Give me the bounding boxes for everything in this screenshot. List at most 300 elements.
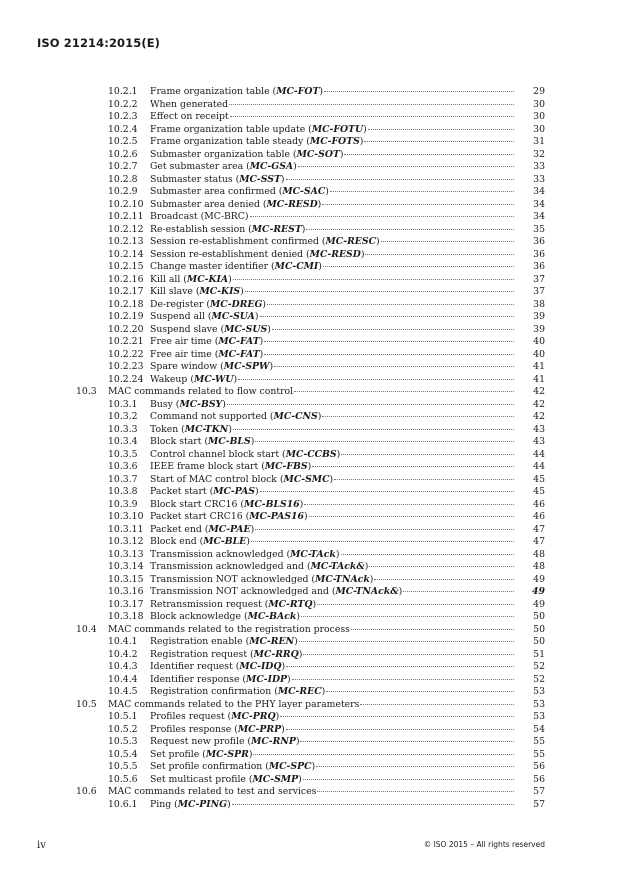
toc-entry-suffix: ) bbox=[298, 773, 302, 785]
toc-entry-title bbox=[150, 199, 321, 212]
toc-entry-number: 10.3.2 bbox=[108, 411, 138, 422]
toc-entry[interactable] bbox=[0, 711, 620, 724]
toc-entry[interactable] bbox=[0, 111, 620, 124]
toc-entry-code: MC-TAck& bbox=[310, 561, 365, 572]
toc-entry-page: 32 bbox=[533, 148, 545, 160]
toc-entry-number: 10.4.1 bbox=[108, 636, 138, 647]
dot-leader bbox=[316, 766, 514, 767]
toc-entry-title bbox=[150, 186, 329, 199]
toc-entry[interactable] bbox=[0, 424, 620, 437]
toc-entry-suffix: ) bbox=[317, 411, 322, 422]
toc-entry[interactable] bbox=[0, 649, 620, 662]
dot-leader bbox=[369, 566, 514, 567]
toc-entry-suffix: ) bbox=[311, 761, 316, 772]
toc-entry-code: MC-BLS bbox=[208, 436, 251, 447]
toc-entry[interactable] bbox=[0, 299, 620, 312]
toc-entry-page: 34 bbox=[533, 211, 545, 222]
toc-entry-number: 10.5.1 bbox=[108, 711, 138, 722]
toc-entry-code: MC-FBS bbox=[264, 461, 308, 472]
toc-entry[interactable] bbox=[0, 736, 620, 749]
toc-entry[interactable] bbox=[0, 199, 620, 212]
dot-leader bbox=[344, 154, 514, 155]
dot-leader bbox=[255, 529, 514, 530]
toc-entry[interactable] bbox=[0, 336, 620, 349]
toc-entry-text: When generated bbox=[150, 98, 229, 110]
toc-entry-text: Identifier request ( bbox=[150, 661, 240, 672]
toc-entry-text: Submaster status ( bbox=[150, 173, 240, 185]
toc-entry[interactable] bbox=[0, 86, 620, 99]
toc-entry-text: Set profile confirmation ( bbox=[150, 761, 269, 772]
toc-entry-text: Submaster area denied ( bbox=[150, 198, 267, 210]
toc-entry-suffix: ) bbox=[228, 273, 232, 285]
document-id: ISO 21214:2015(E) bbox=[37, 36, 161, 50]
dot-leader bbox=[245, 291, 514, 292]
toc-entry-number: 10.3.18 bbox=[108, 611, 144, 622]
dot-leader bbox=[301, 616, 514, 617]
dot-leader bbox=[360, 704, 514, 705]
toc-entry[interactable] bbox=[0, 186, 620, 199]
toc-entry[interactable] bbox=[0, 349, 620, 362]
dot-leader bbox=[334, 479, 514, 480]
toc-entry-number: 10.2.13 bbox=[108, 236, 144, 247]
toc-entry-text: MAC commands related to the PHY layer parameters bbox=[108, 698, 360, 710]
dot-leader bbox=[294, 391, 514, 392]
toc-entry-number: 10.2.9 bbox=[108, 186, 138, 197]
toc-entry-page: 57 bbox=[533, 798, 545, 810]
toc-entry-suffix: ) bbox=[299, 498, 304, 510]
toc-entry-text: Busy ( bbox=[150, 398, 180, 410]
toc-entry-suffix: ) bbox=[267, 323, 271, 335]
toc-entry-title bbox=[150, 374, 237, 387]
toc-entry-number: 10.3.7 bbox=[108, 473, 138, 485]
page-number: iv bbox=[37, 840, 46, 851]
toc-entry-text: Command not supported ( bbox=[150, 411, 274, 422]
toc-entry-text: Transmission acknowledged ( bbox=[150, 548, 291, 560]
toc-entry-code: MC-REST bbox=[251, 223, 302, 235]
toc-entry-suffix: ) bbox=[254, 311, 259, 322]
toc-entry[interactable] bbox=[0, 174, 620, 187]
toc-entry-title bbox=[150, 674, 291, 687]
toc-entry-number: 10.2.18 bbox=[108, 298, 144, 310]
toc-entry-title bbox=[150, 349, 263, 362]
table-of-contents bbox=[0, 86, 620, 811]
toc-entry[interactable] bbox=[0, 99, 620, 112]
toc-entry-text: Block start CRC16 ( bbox=[150, 498, 245, 510]
toc-entry-suffix: ) bbox=[339, 148, 344, 160]
toc-entry[interactable] bbox=[0, 586, 620, 599]
dot-leader bbox=[381, 241, 514, 242]
toc-entry-text: Identifier response ( bbox=[150, 673, 247, 685]
toc-entry-title bbox=[150, 561, 368, 574]
toc-entry-page: 37 bbox=[533, 273, 545, 285]
toc-entry-number: 10.2.19 bbox=[108, 311, 144, 322]
toc-entry-page: 45 bbox=[533, 486, 545, 497]
toc-entry[interactable] bbox=[0, 399, 620, 412]
toc-entry-code: MC-KIS bbox=[199, 286, 241, 297]
toc-entry-text: Block end ( bbox=[150, 536, 204, 547]
toc-entry[interactable] bbox=[0, 436, 620, 449]
toc-entry-text: De-register ( bbox=[150, 298, 211, 310]
toc-entry-text: Registration confirmation ( bbox=[150, 686, 278, 697]
toc-entry[interactable] bbox=[0, 636, 620, 649]
toc-entry-number: 10.5.5 bbox=[108, 761, 138, 772]
toc-entry[interactable] bbox=[0, 699, 620, 712]
toc-entry[interactable] bbox=[0, 361, 620, 374]
toc-entry-code: MC-RRQ bbox=[253, 648, 299, 660]
toc-entry-title bbox=[150, 449, 340, 462]
toc-entry-text: Registration enable ( bbox=[150, 636, 250, 647]
toc-entry-suffix: ) bbox=[296, 611, 300, 622]
toc-entry-page: 45 bbox=[533, 473, 545, 485]
toc-entry-code: MC-RTQ bbox=[268, 598, 313, 610]
toc-entry-page: 52 bbox=[533, 661, 545, 672]
toc-entry[interactable] bbox=[0, 261, 620, 274]
toc-entry[interactable] bbox=[0, 599, 620, 612]
dot-leader bbox=[238, 379, 514, 380]
toc-entry[interactable] bbox=[0, 274, 620, 287]
dot-leader bbox=[309, 516, 514, 517]
dot-leader bbox=[341, 454, 514, 455]
toc-entry-page: 30 bbox=[533, 98, 545, 110]
dot-leader bbox=[317, 604, 514, 605]
toc-entry[interactable] bbox=[0, 486, 620, 499]
toc-entry-text: Submaster area confirmed ( bbox=[150, 186, 283, 197]
dot-leader bbox=[306, 229, 514, 230]
toc-entry[interactable] bbox=[0, 311, 620, 324]
toc-entry-title bbox=[150, 586, 402, 599]
dot-leader bbox=[280, 716, 514, 717]
toc-entry-title bbox=[150, 161, 297, 174]
dot-leader bbox=[322, 416, 514, 417]
toc-entry-suffix: ) bbox=[250, 436, 255, 447]
toc-entry[interactable] bbox=[0, 499, 620, 512]
toc-entry-number: 10.3 bbox=[76, 386, 97, 397]
toc-entry-code: MC-IDQ bbox=[239, 661, 282, 672]
toc-entry-code: MC-FOT bbox=[276, 86, 320, 97]
toc-entry-page: 33 bbox=[533, 161, 545, 172]
toc-entry-title bbox=[150, 736, 299, 749]
toc-entry-title bbox=[150, 524, 254, 537]
toc-entry[interactable] bbox=[0, 386, 620, 399]
dot-leader bbox=[368, 129, 514, 130]
toc-entry-suffix: ) bbox=[287, 673, 291, 685]
toc-entry-code: MC-PRP bbox=[237, 723, 282, 735]
toc-entry[interactable] bbox=[0, 561, 620, 574]
toc-entry[interactable] bbox=[0, 761, 620, 774]
toc-entry-number: 10.5.2 bbox=[108, 723, 138, 735]
toc-entry-title bbox=[150, 661, 285, 674]
toc-entry-text: Effect on receipt bbox=[150, 111, 229, 122]
toc-entry-title bbox=[150, 574, 373, 587]
toc-entry-title bbox=[150, 261, 322, 274]
toc-entry-code: MC-CNS bbox=[273, 411, 318, 422]
toc-entry-page: 30 bbox=[533, 123, 545, 135]
dot-leader bbox=[304, 504, 514, 505]
toc-entry[interactable] bbox=[0, 161, 620, 174]
toc-entry-text: Session re-establishment denied ( bbox=[150, 248, 310, 260]
toc-entry-page: 41 bbox=[533, 373, 545, 385]
toc-entry-title bbox=[150, 111, 229, 124]
toc-entry[interactable] bbox=[0, 211, 620, 224]
toc-entry-text: Packet end ( bbox=[150, 523, 209, 535]
toc-entry[interactable] bbox=[0, 474, 620, 487]
toc-entry-code: MC-SUA bbox=[211, 311, 255, 322]
toc-entry-page: 54 bbox=[533, 723, 545, 735]
toc-entry-number: 10.2.22 bbox=[108, 348, 144, 360]
toc-entry-title bbox=[150, 336, 263, 349]
toc-entry-title bbox=[150, 599, 316, 612]
toc-entry[interactable] bbox=[0, 411, 620, 424]
toc-entry[interactable] bbox=[0, 661, 620, 674]
toc-entry-title bbox=[108, 624, 350, 637]
toc-entry[interactable] bbox=[0, 374, 620, 387]
toc-entry-title bbox=[150, 399, 226, 412]
toc-entry-number: 10.4.4 bbox=[108, 673, 138, 685]
dot-leader bbox=[251, 541, 514, 542]
dot-leader bbox=[227, 404, 514, 405]
dot-leader bbox=[300, 741, 514, 742]
toc-entry-page: 55 bbox=[533, 736, 545, 747]
toc-entry-page: 56 bbox=[533, 761, 545, 772]
toc-entry[interactable] bbox=[0, 536, 620, 549]
toc-entry-page: 53 bbox=[533, 686, 545, 697]
dot-leader bbox=[286, 179, 514, 180]
toc-entry-text: Set profile ( bbox=[150, 748, 206, 760]
toc-entry-number: 10.3.8 bbox=[108, 486, 138, 497]
toc-entry-code: MC-IDP bbox=[246, 673, 287, 685]
toc-entry-code: MC-PAS16 bbox=[249, 511, 304, 522]
toc-entry-suffix: ) bbox=[293, 161, 297, 172]
toc-entry[interactable] bbox=[0, 724, 620, 737]
toc-entry[interactable] bbox=[0, 774, 620, 787]
toc-entry-number: 10.4.3 bbox=[108, 661, 138, 672]
toc-entry-page: 43 bbox=[533, 436, 545, 447]
toc-entry-number: 10.2.17 bbox=[108, 286, 144, 297]
dot-leader bbox=[351, 629, 514, 630]
dot-leader bbox=[317, 791, 514, 792]
toc-entry-text: Set multicast profile ( bbox=[150, 773, 253, 785]
toc-entry[interactable] bbox=[0, 449, 620, 462]
toc-entry[interactable] bbox=[0, 324, 620, 337]
toc-entry-title bbox=[150, 761, 315, 774]
toc-entry[interactable] bbox=[0, 286, 620, 299]
toc-entry-suffix: ) bbox=[318, 261, 322, 272]
toc-entry-number: 10.3.9 bbox=[108, 498, 138, 510]
toc-entry-code: MC-PING bbox=[177, 798, 228, 810]
toc-entry-title bbox=[150, 361, 273, 374]
toc-entry[interactable] bbox=[0, 524, 620, 537]
dot-leader bbox=[341, 554, 514, 555]
toc-entry[interactable] bbox=[0, 624, 620, 637]
toc-entry-suffix: ) bbox=[269, 361, 274, 372]
dot-leader bbox=[323, 266, 514, 267]
toc-entry-page: 31 bbox=[533, 136, 545, 147]
toc-entry-code: MC-REC bbox=[277, 686, 322, 697]
toc-entry-title bbox=[150, 174, 285, 187]
toc-entry-number: 10.2.7 bbox=[108, 161, 138, 172]
toc-entry-number: 10.2.11 bbox=[108, 211, 144, 222]
toc-entry-text: Transmission NOT acknowledged ( bbox=[150, 573, 316, 585]
toc-entry-suffix: ) bbox=[262, 298, 267, 310]
toc-entry-title bbox=[150, 311, 259, 324]
toc-entry[interactable] bbox=[0, 249, 620, 262]
toc-entry[interactable] bbox=[0, 611, 620, 624]
toc-entry-page: 49 bbox=[532, 586, 545, 597]
dot-leader bbox=[267, 304, 514, 305]
toc-entry-number: 10.3.3 bbox=[108, 423, 138, 435]
toc-entry-number: 10.5 bbox=[76, 698, 97, 710]
toc-entry-number: 10.3.11 bbox=[108, 523, 144, 535]
dot-leader bbox=[403, 591, 514, 592]
toc-entry[interactable] bbox=[0, 749, 620, 762]
toc-entry-text: Token ( bbox=[150, 423, 185, 435]
toc-entry[interactable] bbox=[0, 461, 620, 474]
toc-entry-text: Request new profile ( bbox=[150, 736, 252, 747]
toc-entry-code: MC-REN bbox=[249, 636, 295, 647]
toc-entry-page: 39 bbox=[533, 311, 545, 322]
toc-entry-page: 39 bbox=[533, 323, 545, 335]
toc-entry-number: 10.3.10 bbox=[108, 511, 144, 522]
toc-entry-code: MC-SUS bbox=[224, 323, 268, 335]
toc-entry-suffix: ) bbox=[360, 248, 365, 260]
toc-entry-title bbox=[150, 799, 231, 812]
dot-leader bbox=[298, 166, 514, 167]
toc-entry-page: 57 bbox=[533, 786, 545, 797]
toc-entry-page: 34 bbox=[533, 198, 545, 210]
toc-entry-text: MAC commands related to the registration process bbox=[108, 623, 350, 635]
toc-entry-suffix: ) bbox=[228, 423, 232, 435]
toc-entry[interactable] bbox=[0, 149, 620, 162]
toc-entry-page: 35 bbox=[533, 223, 545, 235]
toc-entry-code: MC-SMC bbox=[283, 473, 330, 485]
toc-entry-title bbox=[150, 211, 249, 224]
toc-entry-page: 50 bbox=[533, 623, 545, 635]
toc-entry-number: 10.3.14 bbox=[108, 561, 144, 572]
toc-entry-suffix: ) bbox=[259, 336, 264, 347]
toc-entry-number: 10.2.12 bbox=[108, 223, 144, 235]
toc-entry-code: MC-SST bbox=[239, 173, 281, 185]
dot-leader bbox=[303, 654, 514, 655]
toc-entry-title bbox=[150, 124, 367, 137]
toc-entry-text: Block start ( bbox=[150, 436, 209, 447]
toc-entry-number: 10.3.5 bbox=[108, 448, 138, 460]
toc-entry-text: Packet start ( bbox=[150, 486, 214, 497]
toc-entry-number: 10.3.4 bbox=[108, 436, 138, 447]
dot-leader bbox=[230, 116, 514, 117]
toc-entry-title bbox=[150, 724, 285, 737]
toc-entry-number: 10.3.12 bbox=[108, 536, 144, 547]
toc-entry-page: 46 bbox=[533, 498, 545, 510]
toc-entry-page: 44 bbox=[533, 461, 545, 472]
toc-entry-text: Free air time ( bbox=[150, 336, 219, 347]
toc-entry-suffix: ) bbox=[227, 798, 231, 810]
toc-entry-suffix: ) bbox=[259, 348, 264, 360]
toc-entry-suffix: ) bbox=[325, 186, 329, 197]
toc-entry-number: 10.6 bbox=[76, 786, 97, 797]
toc-entry-number: 10.2.6 bbox=[108, 148, 138, 160]
toc-entry-page: 29 bbox=[533, 86, 545, 97]
toc-entry-suffix: ) bbox=[275, 711, 280, 722]
dot-leader bbox=[322, 204, 514, 205]
toc-entry[interactable] bbox=[0, 674, 620, 687]
dot-leader bbox=[286, 666, 514, 667]
toc-entry-suffix: ) bbox=[280, 173, 285, 185]
toc-entry-suffix: ) bbox=[303, 511, 308, 522]
toc-entry-suffix: ) bbox=[240, 286, 244, 297]
toc-entry-title bbox=[150, 649, 302, 662]
toc-entry-number: 10.3.17 bbox=[108, 598, 144, 610]
toc-entry-suffix: ) bbox=[298, 648, 303, 660]
toc-entry-title bbox=[150, 436, 254, 449]
toc-entry-code: MC-BSY bbox=[179, 398, 223, 410]
toc-entry-code: MC-FOTU bbox=[311, 123, 364, 135]
toc-entry-page: 53 bbox=[533, 698, 545, 710]
toc-entry-page: 42 bbox=[533, 411, 545, 422]
toc-entry-page: 42 bbox=[533, 398, 545, 410]
toc-entry-suffix: ) bbox=[248, 748, 253, 760]
toc-entry-text: Submaster organization table ( bbox=[150, 148, 297, 160]
toc-entry-suffix: ) bbox=[294, 636, 298, 647]
toc-entry[interactable] bbox=[0, 799, 620, 812]
toc-entry-suffix: ) bbox=[336, 448, 341, 460]
dot-leader bbox=[274, 366, 514, 367]
toc-entry-page: 48 bbox=[533, 561, 545, 572]
toc-entry-text: Kill slave ( bbox=[150, 286, 200, 297]
dot-leader bbox=[264, 354, 514, 355]
toc-entry-code: MC-BLS16 bbox=[244, 498, 300, 510]
toc-entry-suffix: ) bbox=[307, 461, 312, 472]
toc-entry-number: 10.3.16 bbox=[108, 586, 144, 597]
toc-entry-suffix: ) bbox=[301, 223, 306, 235]
toc-entry[interactable] bbox=[0, 574, 620, 587]
toc-entry[interactable] bbox=[0, 236, 620, 249]
toc-entry[interactable] bbox=[0, 511, 620, 524]
toc-entry-title bbox=[150, 286, 244, 299]
toc-entry[interactable] bbox=[0, 686, 620, 699]
toc-entry-number: 10.4.5 bbox=[108, 686, 138, 697]
toc-entry[interactable] bbox=[0, 124, 620, 137]
toc-entry-number: 10.3.1 bbox=[108, 398, 138, 410]
toc-entry-suffix: ) bbox=[317, 198, 322, 210]
dot-leader bbox=[229, 104, 514, 105]
toc-entry-code: MC-DREG bbox=[210, 298, 263, 310]
toc-entry-number: 10.2.16 bbox=[108, 273, 144, 285]
toc-entry-title bbox=[150, 636, 298, 649]
toc-entry-suffix: ) bbox=[250, 523, 255, 535]
toc-entry-code: MC-FAT bbox=[218, 348, 260, 360]
copyright-notice: © ISO 2015 – All rights reserved bbox=[423, 840, 545, 849]
toc-entry[interactable] bbox=[0, 224, 620, 237]
toc-entry-number: 10.5.6 bbox=[108, 773, 138, 785]
toc-entry-number: 10.2.20 bbox=[108, 323, 144, 335]
toc-entry-text: Frame organization table update ( bbox=[150, 123, 312, 135]
toc-entry-number: 10.6.1 bbox=[108, 798, 138, 810]
toc-entry-code: MC-BAck bbox=[247, 611, 297, 622]
toc-entry-code: MC-BLE bbox=[203, 536, 247, 547]
toc-entry[interactable] bbox=[0, 549, 620, 562]
toc-entry-page: 36 bbox=[533, 248, 545, 260]
toc-entry-text: Free air time ( bbox=[150, 348, 219, 360]
toc-entry-title bbox=[150, 324, 271, 337]
toc-entry-number: 10.4.2 bbox=[108, 648, 138, 660]
toc-entry-number: 10.3.6 bbox=[108, 461, 138, 472]
toc-entry[interactable] bbox=[0, 786, 620, 799]
toc-entry-text: IEEE frame block start ( bbox=[150, 461, 265, 472]
toc-entry-number: 10.4 bbox=[76, 623, 97, 635]
toc-entry[interactable] bbox=[0, 136, 620, 149]
toc-entry-page: 55 bbox=[533, 748, 545, 760]
toc-entry-code: MC-PRQ bbox=[231, 711, 276, 722]
